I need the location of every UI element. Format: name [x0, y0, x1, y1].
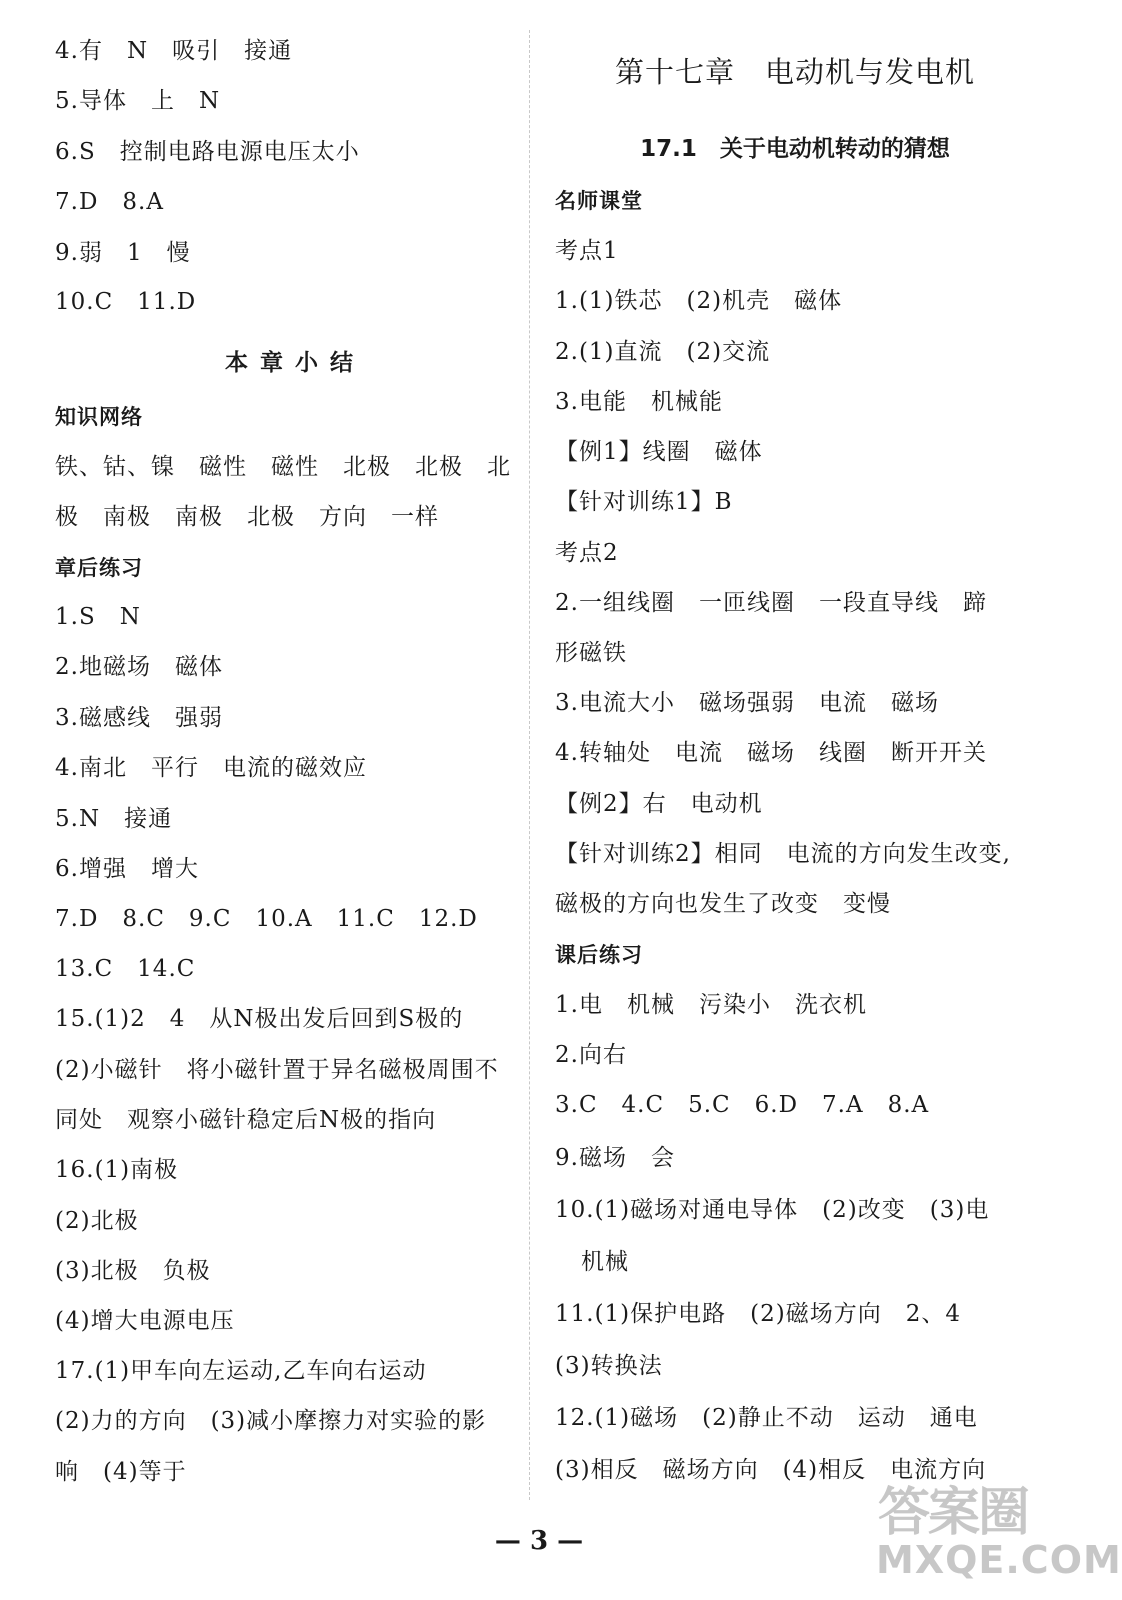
homework-line: 3.C 4.C 5.C 6.D 7.A 8.A [555, 1092, 930, 1118]
column-divider [529, 30, 530, 1500]
practice-line: 同处 观察小磁针稳定后N极的指向 [55, 1107, 437, 1133]
answer-line: 1.(1)铁芯 (2)机壳 磁体 [555, 288, 843, 314]
answer-line: 3.电流大小 磁场强弱 电流 磁场 [555, 690, 939, 716]
answer-line: 【例2】右 电动机 [555, 791, 763, 817]
answer-line: 10.C 11.D [55, 289, 197, 315]
watermark-logo [870, 1470, 1122, 1595]
practice-line: (2)力的方向 (3)减小摩擦力对实验的影 [55, 1408, 487, 1434]
answer-line: 【针对训练1】B [555, 489, 733, 515]
answer-line: 3.电能 机械能 [555, 389, 723, 415]
knowledge-line: 极 南极 南极 北极 方向 一样 [55, 504, 439, 530]
practice-heading: 章后练习 [55, 556, 143, 580]
homework-line: 2.向右 [555, 1042, 627, 1068]
practice-line: 1.S N [55, 604, 141, 630]
practice-line: (3)北极 负极 [55, 1258, 211, 1284]
answer-line: 6.S 控制电路电源电压太小 [55, 139, 360, 165]
homework-heading: 课后练习 [555, 943, 643, 967]
practice-line: 16.(1)南极 [55, 1157, 179, 1183]
answer-line: 9.弱 1 慢 [55, 240, 191, 266]
practice-line: 3.磁感线 强弱 [55, 705, 223, 731]
homework-line: 11.(1)保护电路 (2)磁场方向 2、4 [555, 1301, 962, 1327]
watermark-url: MXQE.COM [876, 1538, 1122, 1582]
homework-line: 机械 [581, 1249, 629, 1275]
practice-line: 5.N 接通 [55, 806, 173, 832]
practice-line: 15.(1)2 4 从N极出发后回到S极的 [55, 1006, 464, 1032]
kaodian-1-label: 考点1 [555, 238, 619, 264]
practice-line: 4.南北 平行 电流的磁效应 [55, 755, 367, 781]
kaodian-2-label: 考点2 [555, 540, 619, 566]
practice-line: 13.C 14.C [55, 956, 196, 982]
answer-line: 【针对训练2】相同 电流的方向发生改变, [555, 841, 1011, 867]
homework-line: 10.(1)磁场对通电导体 (2)改变 (3)电 [555, 1197, 990, 1223]
answer-line: 4.转轴处 电流 磁场 线圈 断开开关 [555, 740, 987, 766]
answer-line: 【例1】线圈 磁体 [555, 439, 763, 465]
homework-line: 9.磁场 会 [555, 1145, 675, 1171]
knowledge-line: 铁、钴、镍 磁性 磁性 北极 北极 北 [55, 454, 511, 480]
answer-line: 5.导体 上 N [55, 88, 221, 114]
homework-line: (3)转换法 [555, 1353, 663, 1379]
practice-line: 2.地磁场 磁体 [55, 654, 223, 680]
chapter-title: 第十七章 电动机与发电机 [614, 55, 975, 89]
answer-line: 7.D 8.A [55, 189, 164, 215]
section-title: 17.1 关于电动机转动的猜想 [640, 136, 950, 162]
page-number: — 3 — [494, 1526, 584, 1556]
answer-line: 磁极的方向也发生了改变 变慢 [555, 891, 891, 917]
practice-line: (4)增大电源电压 [55, 1308, 235, 1334]
homework-line: 1.电 机械 污染小 洗衣机 [555, 992, 867, 1018]
lesson-heading: 名师课堂 [555, 189, 643, 213]
practice-line: 7.D 8.C 9.C 10.A 11.C 12.D [55, 906, 478, 932]
homework-line: (3)相反 磁场方向 (4)相反 电流方向 [555, 1457, 987, 1483]
practice-line: 响 (4)等于 [55, 1459, 187, 1485]
answer-line: 2.一组线圈 一匝线圈 一段直导线 蹄 [555, 590, 987, 616]
answer-line: 4.有 N 吸引 接通 [55, 38, 293, 64]
practice-line: (2)小磁针 将小磁针置于异名磁极周围不 [55, 1057, 499, 1083]
practice-line: (2)北极 [55, 1208, 139, 1234]
practice-line: 6.增强 增大 [55, 856, 199, 882]
answer-line: 形磁铁 [555, 640, 627, 666]
knowledge-heading: 知识网络 [55, 405, 143, 429]
summary-title: 本 章 小 结 [224, 350, 356, 376]
practice-line: 17.(1)甲车向左运动,乙车向右运动 [55, 1358, 427, 1384]
answer-line: 2.(1)直流 (2)交流 [555, 339, 771, 365]
homework-line: 12.(1)磁场 (2)静止不动 运动 通电 [555, 1405, 978, 1431]
watermark-chars: 答案圈 [878, 1483, 1029, 1543]
